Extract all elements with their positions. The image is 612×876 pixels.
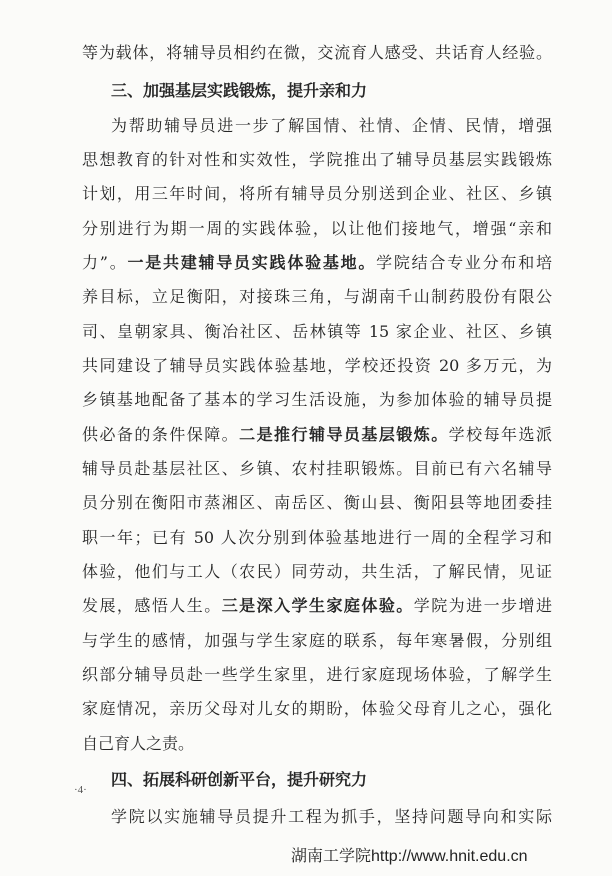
paragraph-line [82,631,552,651]
paragraph-line [82,253,552,273]
paragraph-line [82,184,552,204]
text-run: 家庭情况，亲历父母对儿女的期盼，体验父母育儿之心，强化 [82,699,552,718]
section-heading: 四、拓展科研创新平台，提升研究力 [111,770,368,789]
page-number: ·4· [74,784,87,796]
text-run: 员分别在衡阳市蒸湘区、南岳区、衡山县、衡阳县等地团委挂 [82,493,552,512]
text-run: 供必备的条件保障。 [82,425,240,444]
paragraph-line [82,356,552,376]
paragraph-line [82,562,552,582]
text-run: 学院以实施辅导员提升工程为抓手，坚持问题导向和实际 [111,807,552,826]
paragraph-line [82,596,552,616]
text-run: 学院为进一步增进 [413,596,552,615]
bold-phrase: 一是共建辅导员实践体验基地。 [127,253,377,272]
text-run: 辅导员赴基层社区、乡镇、农村挂职锻炼。目前已有六名辅导 [82,459,552,478]
text-run: 学院结合专业分布和培 [376,253,552,272]
paragraph-line [82,699,552,719]
text-run: 思想教育的针对性和实效性，学院推出了辅导员基层实践锻炼 [82,150,552,169]
paragraph-line [82,425,552,445]
paragraph-line [82,43,552,63]
text-run: 为帮助辅导员进一步了解国情、社情、企情、民情，增强 [111,116,552,135]
bold-phrase: 二是推行辅导员基层锻炼。 [239,425,449,444]
text-run: 乡镇基地配备了基本的学习生活设施，为参加体验的辅导员提 [82,390,552,409]
text-run: 计划，用三年时间，将所有辅导员分别送到企业、社区、乡镇 [82,184,552,203]
bold-phrase: 三是深入学生家庭体验。 [221,596,414,615]
paragraph-line [82,390,552,410]
paragraph-line [82,493,552,513]
text-run: 与学生的感情，加强与学生家庭的联系，每年寒暑假，分别组 [82,631,552,650]
paragraph-line [82,459,552,479]
text-run: 发展，感悟人生。 [82,596,222,615]
paragraph-line [111,807,552,827]
paragraph-line [82,665,552,685]
text-run: 分别进行为期一周的实践体验，以让他们接地气，增强“亲和 [82,219,552,238]
text-run: 共同建设了辅导员实践体验基地，学校还投资 20 多万元，为 [82,356,552,375]
text-run: 养目标，立足衡阳，对接珠三角，与湖南千山制药股份有限公 [82,287,552,306]
paragraph-line [111,116,552,136]
paragraph-line [82,219,552,239]
paragraph-line [82,287,552,307]
text-run: 织部分辅导员赴一些学生家里，进行家庭现场体验，了解学生 [82,665,552,684]
text-run: 学校每年选派 [448,425,552,444]
source-watermark: 湖南工学院http://www.hnit.edu.cn [291,848,528,865]
text-run: 职一年；已有 50 人次分别到体验基地进行一周的全程学习和 [82,528,552,547]
text-run: 体验，他们与工人（农民）同劳动，共生活，了解民情，见证 [82,562,552,581]
text-run: 等为载体，将辅导员相约在微，交流育人感受、共话育人经验。 [82,43,552,62]
paragraph-line [82,528,552,548]
section-heading: 三、加强基层实践锻炼，提升亲和力 [111,81,368,100]
paragraph-line [82,322,552,342]
paragraph-line [82,150,552,170]
paragraph-line [82,734,552,754]
text-run: 自己育人之责。 [82,734,195,753]
text-run: 司、皇朝家具、衡冶社区、岳林镇等 15 家企业、社区、乡镇 [82,322,552,341]
text-run: 力”。 [82,253,128,272]
